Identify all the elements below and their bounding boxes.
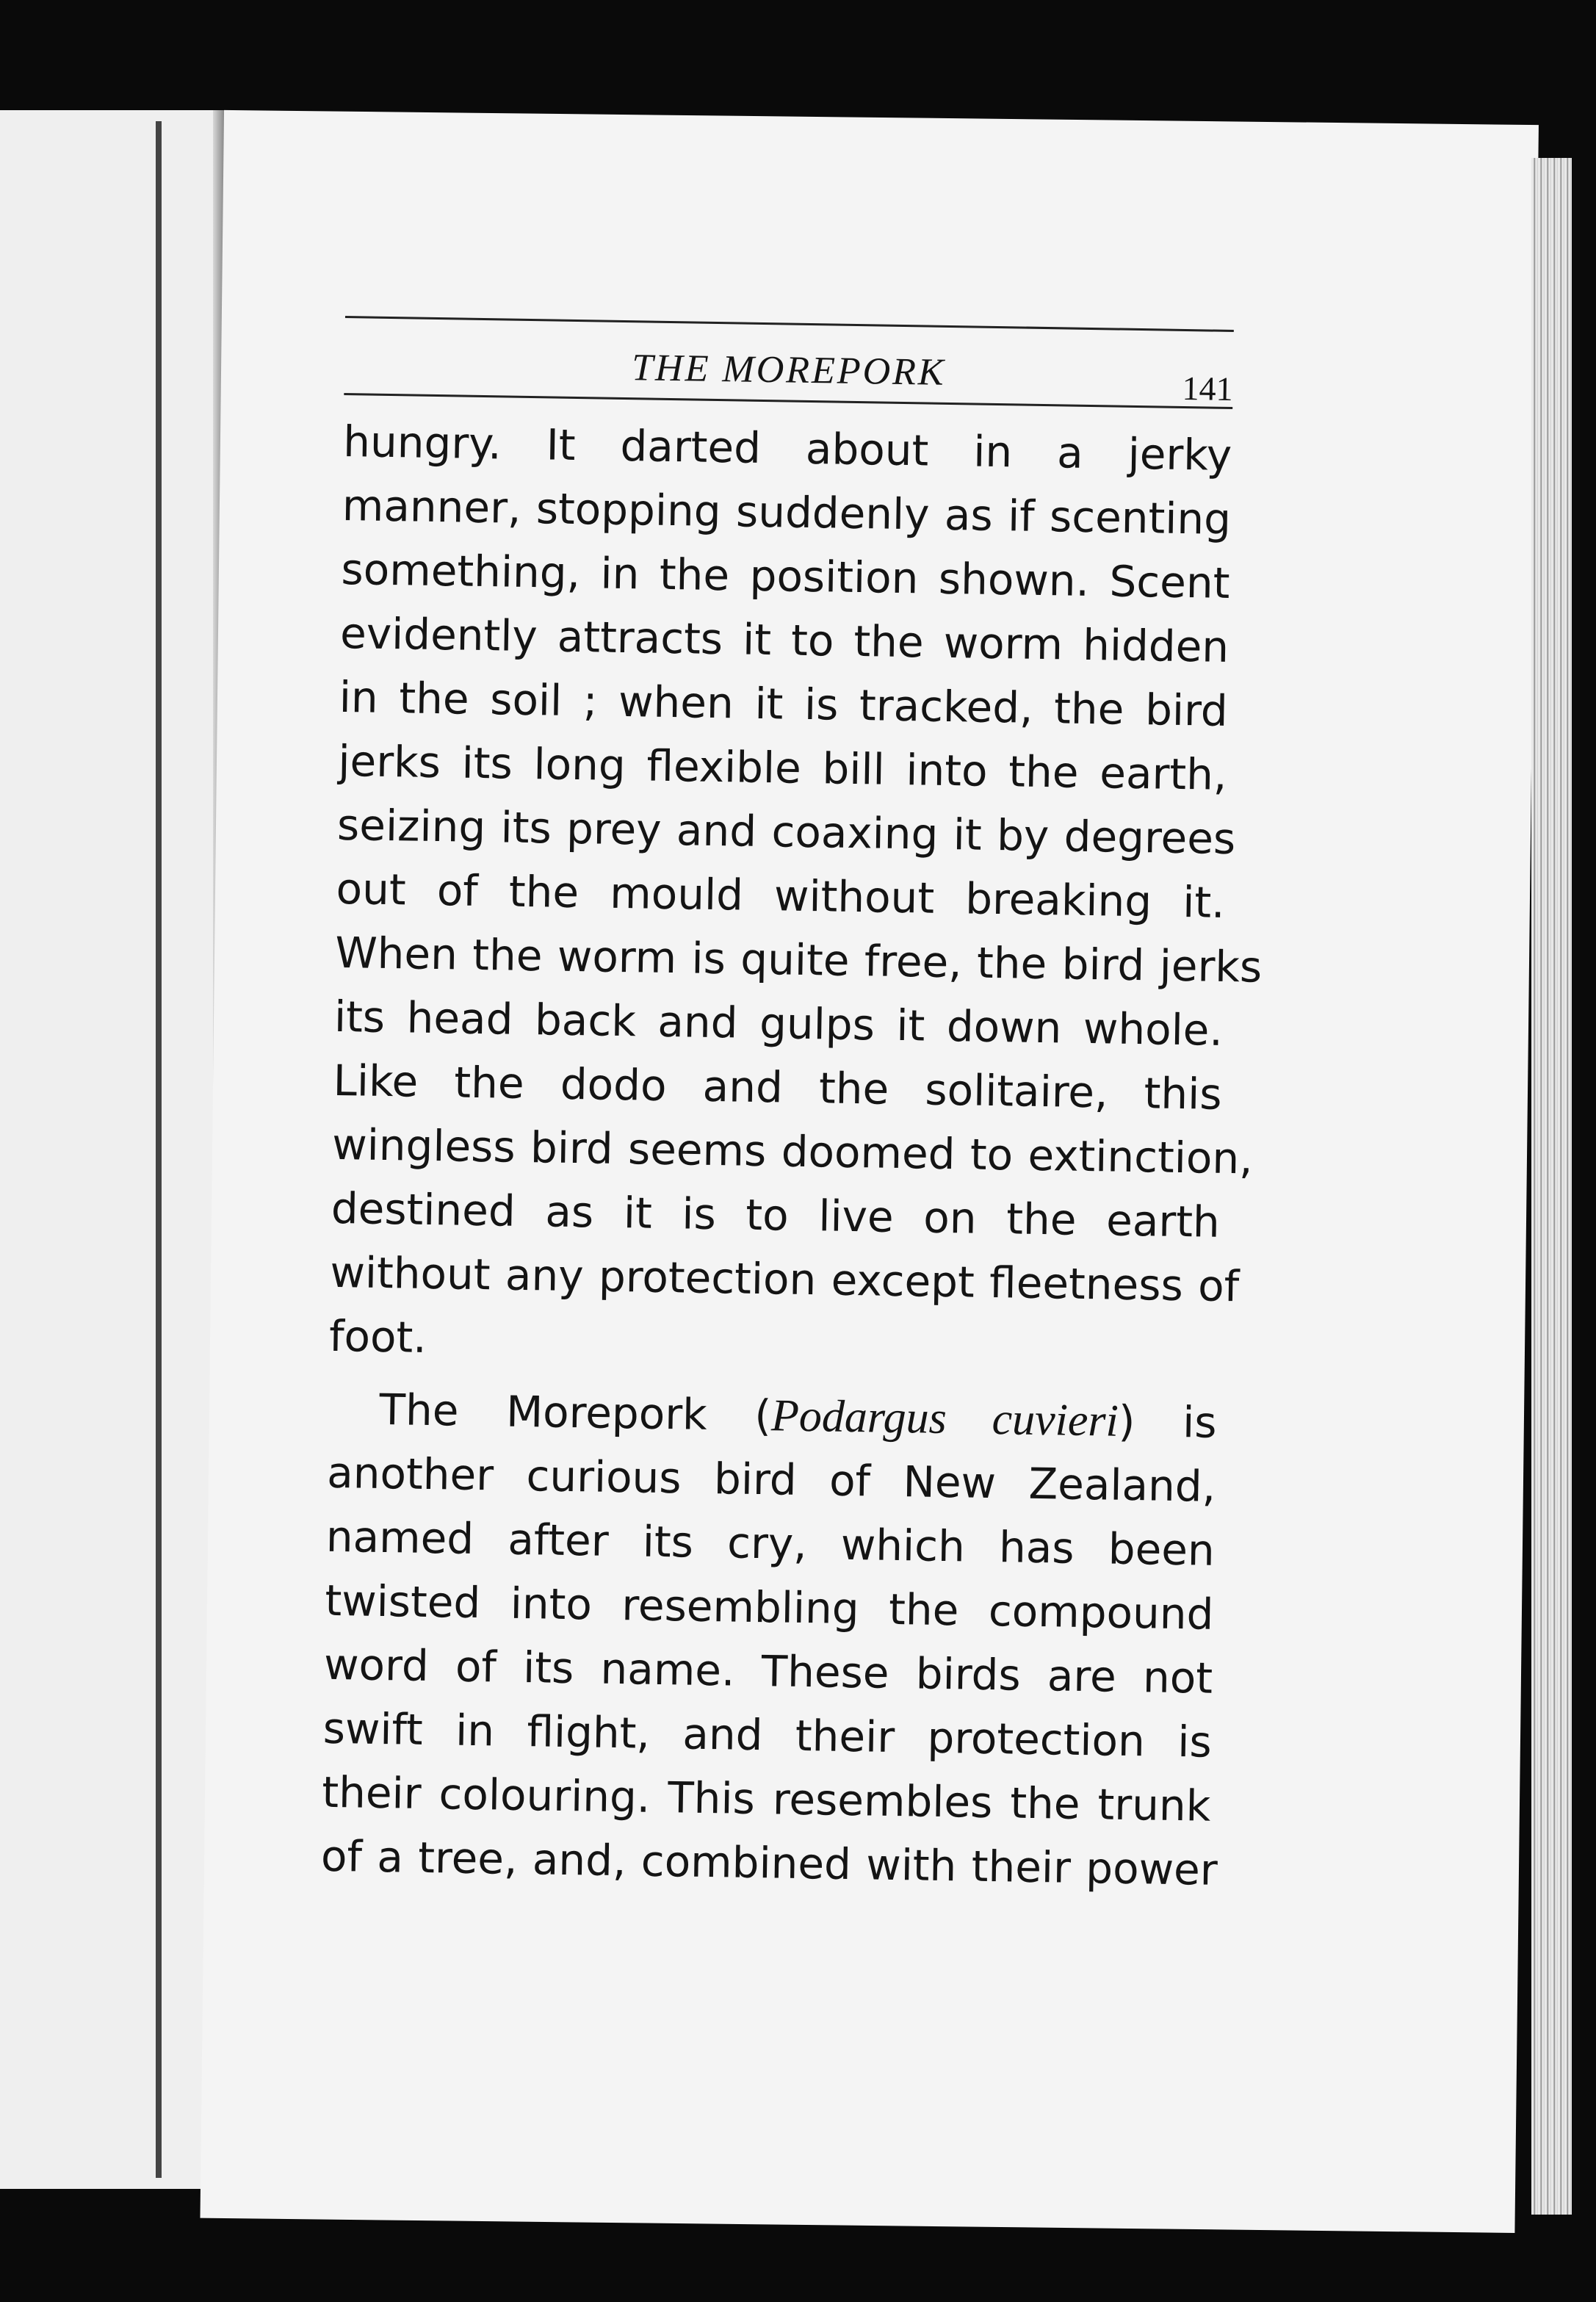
page-header (344, 347, 1233, 408)
left-page (0, 110, 220, 2189)
text-line: foot. (328, 1310, 427, 1363)
text-line: destined as it is to live on the earth (331, 1183, 1221, 1247)
text-line: manner, stopping suddenly as if scenting (342, 480, 1232, 544)
text-line: seizing its prey and coaxing it by degrees (336, 799, 1236, 865)
text-line: swift in flight, and their protection is (322, 1703, 1213, 1767)
text-line: evidently attracts it to the worm hidden (339, 607, 1230, 672)
text-fragment: ) is (1118, 1396, 1218, 1448)
text-line: something, in the position shown. Scent (341, 544, 1230, 608)
page-fore-edge (1531, 158, 1572, 2215)
paragraph (320, 1377, 1217, 1902)
left-page-edge (156, 121, 162, 2178)
text-line: When the worm is quite free, the bird jerks (334, 927, 1263, 992)
text-line: without any protection except fleetness of (330, 1246, 1240, 1312)
text-line: word of its name. These birds are not (323, 1639, 1213, 1703)
text-line: Like the dodo and the solitaire, this (333, 1055, 1223, 1119)
page-number: 141 (1182, 369, 1233, 408)
text-line: in the soil ; when it is tracked, the bird (339, 671, 1229, 736)
text-line: hungry. It darted about in a jerky (342, 416, 1232, 480)
text-line: out of the mould without breaking it. (336, 863, 1226, 928)
species-name: Podargus cuvieri (770, 1390, 1119, 1446)
text-line: its head back and gulps it down whole. (333, 991, 1224, 1056)
text-line: of a tree, and, combined with their power (320, 1830, 1218, 1895)
text-line: twisted into resembling the compound (324, 1575, 1214, 1639)
body-text (320, 410, 1263, 1902)
text-line: jerks its long flexible bill into the earth, (337, 735, 1227, 800)
text-line: named after its cry, which has been (325, 1511, 1216, 1576)
running-head: THE MOREPORK (631, 347, 947, 394)
text-line: their colouring. This resembles the trunk (321, 1767, 1211, 1831)
paragraph (328, 410, 1263, 1382)
page-text-block (320, 316, 1263, 1902)
text-line: wingless bird seems doomed to extinction, (331, 1119, 1254, 1184)
text-line: another curious bird of New Zealand, (326, 1447, 1216, 1512)
header-rule-bottom (344, 393, 1232, 409)
text-fragment: The Morepork ( (379, 1384, 772, 1441)
